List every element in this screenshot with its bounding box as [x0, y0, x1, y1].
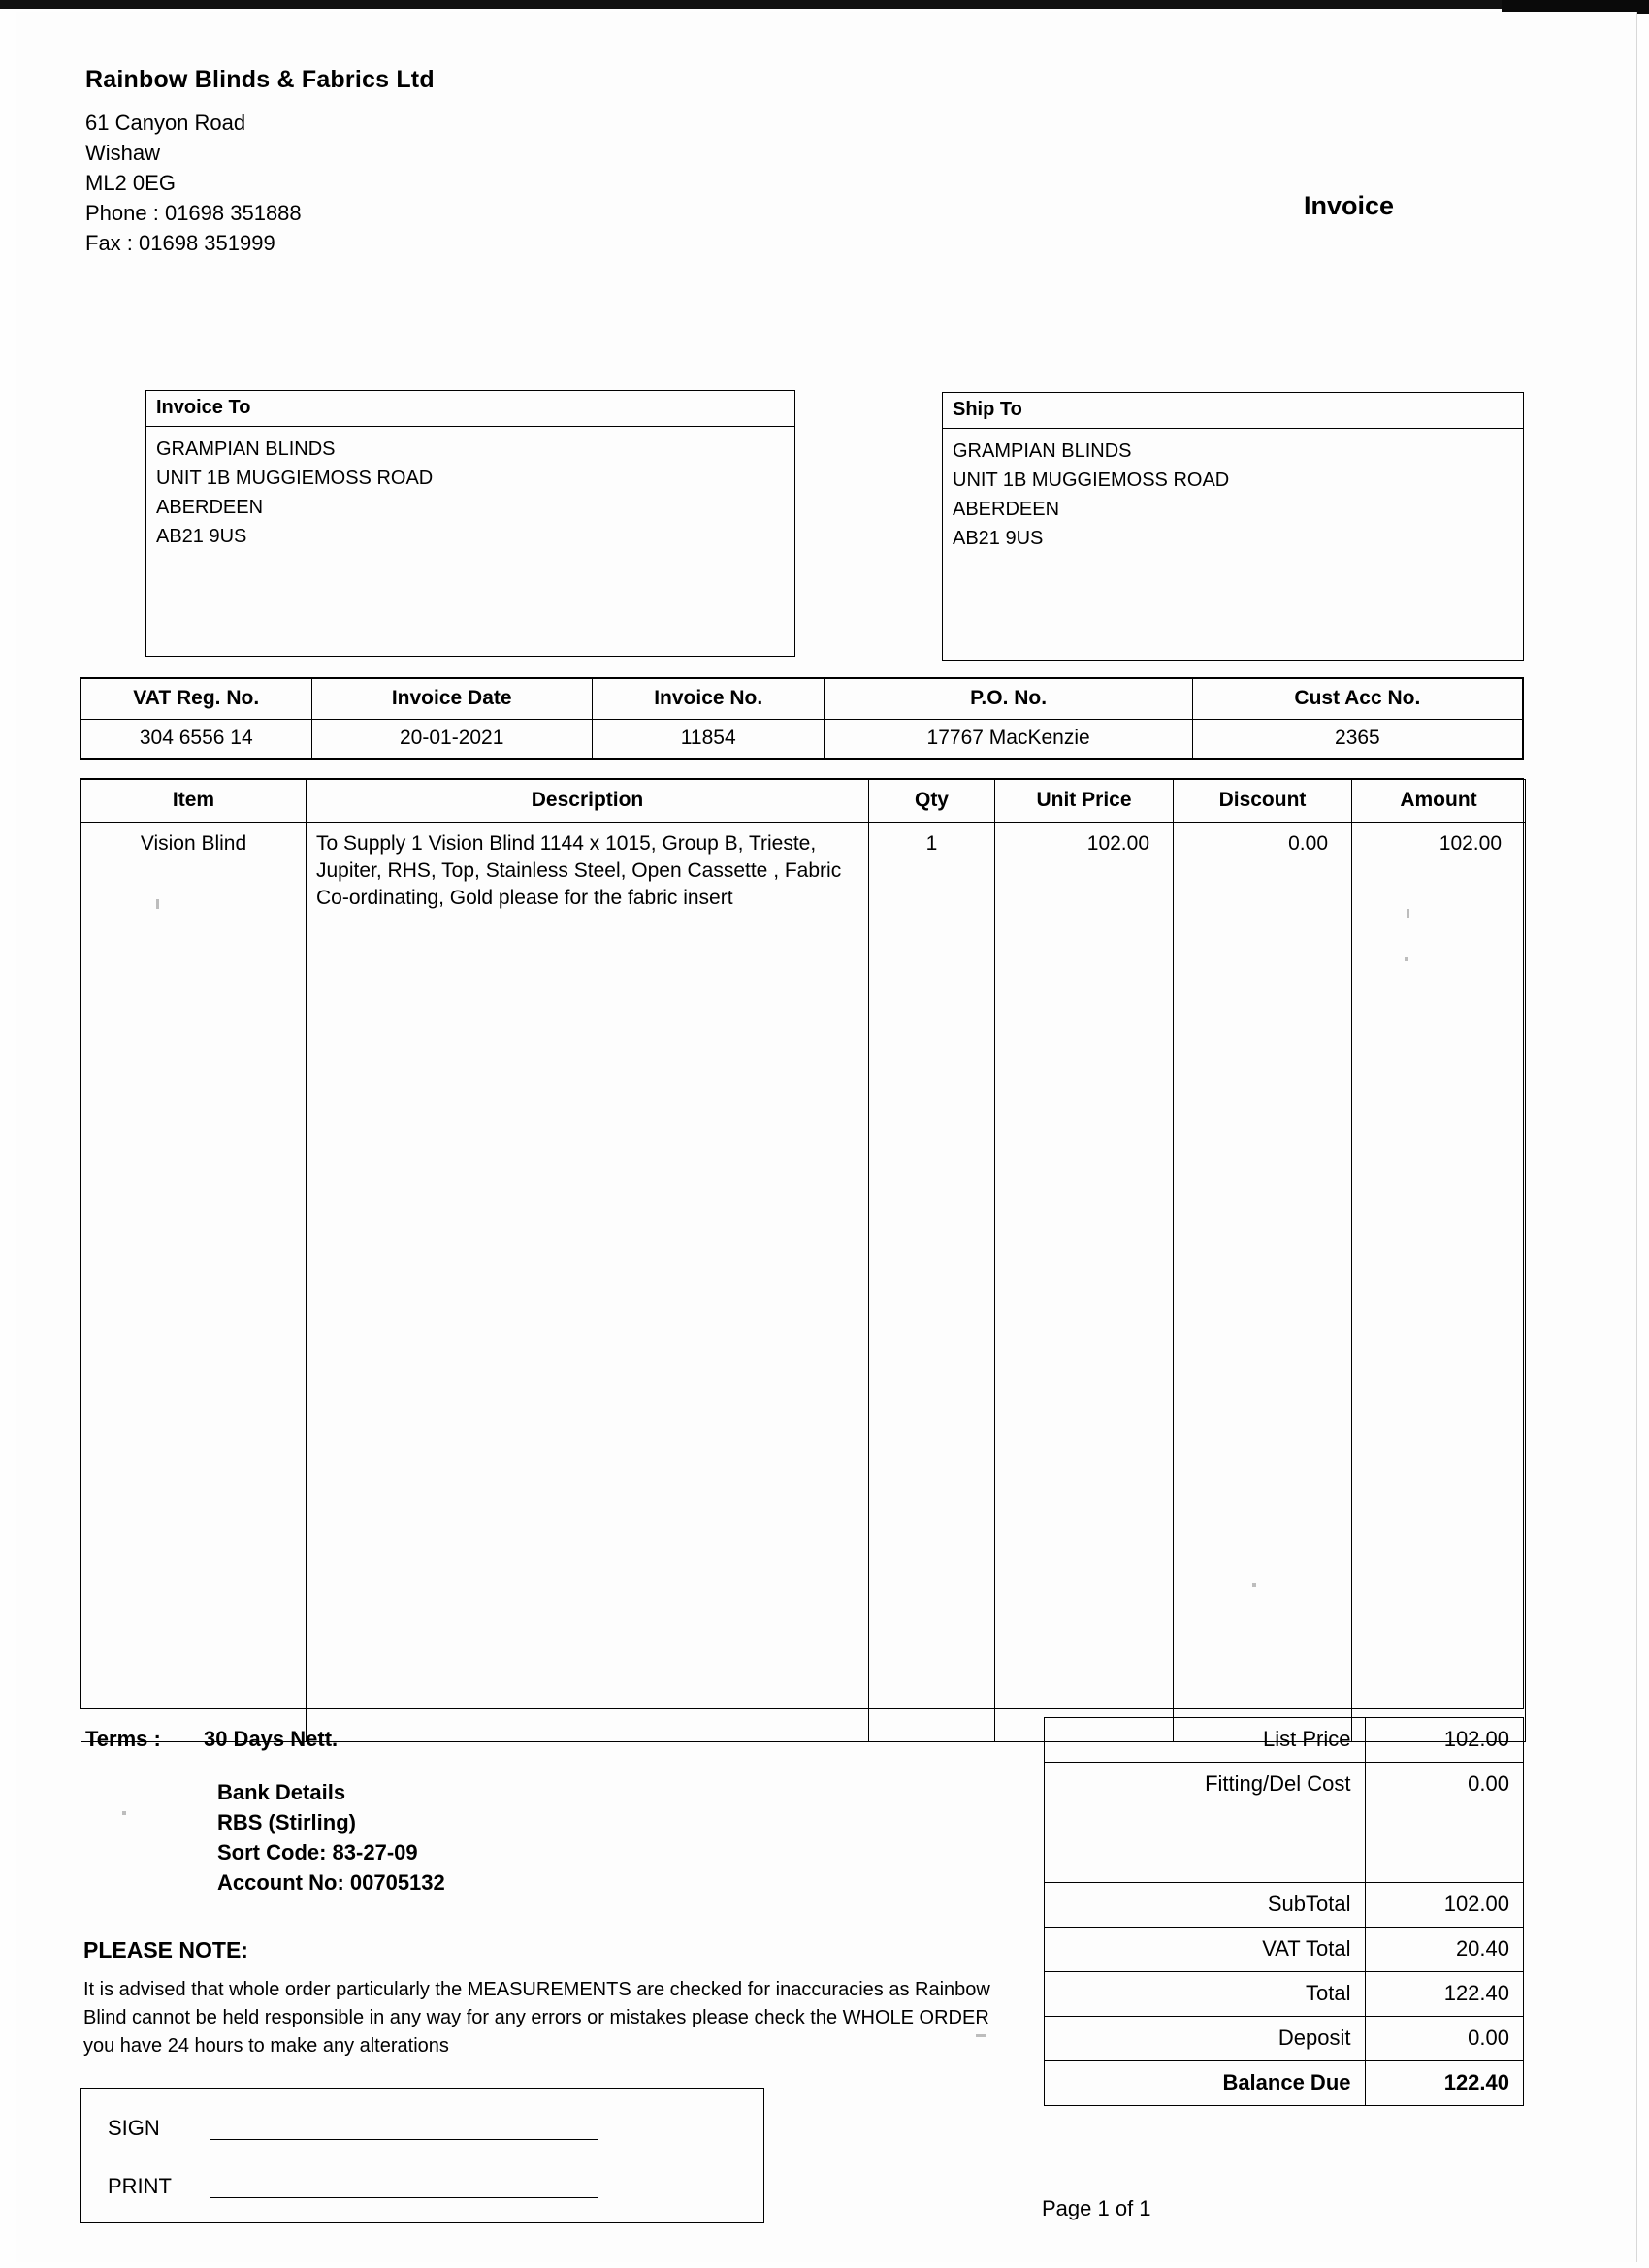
filler-cell-qty: [869, 912, 995, 1741]
document-title: Invoice: [1303, 191, 1394, 220]
meta-value-po-no: 17767 MacKenzie: [824, 720, 1192, 759]
filler-cell-disc: [1174, 912, 1352, 1741]
bank-account-no: Account No: 00705132: [217, 1870, 445, 1895]
ship-to-line-1: GRAMPIAN BLINDS: [953, 440, 1132, 462]
totals-value-fitting: 0.00: [1468, 1771, 1509, 1796]
terms-label: Terms :: [85, 1727, 161, 1751]
items-header-qty: Qty: [869, 780, 995, 823]
totals-label-list-price: List Price: [1045, 1718, 1365, 1763]
totals-row-deposit: [1045, 2016, 1523, 2060]
meta-header-po-no: P.O. No.: [824, 679, 1192, 720]
totals-spacer-left: [1045, 1806, 1365, 1882]
company-fax: Fax : 01698 351999: [85, 231, 275, 255]
invoice-to-line-4: AB21 9US: [156, 526, 247, 547]
totals-label-deposit: Deposit: [1045, 2016, 1365, 2060]
sign-label: SIGN: [108, 2116, 160, 2140]
totals-label-fitting: Fitting/Del Cost: [1045, 1763, 1365, 1807]
meta-header-row: [81, 679, 1523, 720]
meta-header-cust-acc: Cust Acc No.: [1192, 679, 1522, 720]
ship-to-box: [942, 392, 1524, 661]
totals-row-list-price: [1045, 1718, 1523, 1763]
row-item-amount: 102.00: [1352, 823, 1526, 913]
totals-spacer-right: [1365, 1806, 1523, 1882]
totals-row-balance-due: [1045, 2060, 1523, 2105]
scan-speck: [122, 1811, 126, 1815]
meta-header-vat: VAT Reg. No.: [81, 679, 312, 720]
page-footer: Page 1 of 1: [1042, 2196, 1151, 2220]
totals-table: [1044, 1717, 1524, 2106]
company-name: Rainbow Blinds & Fabrics Ltd: [85, 66, 435, 93]
please-note-heading: PLEASE NOTE:: [83, 1937, 248, 1962]
items-header-discount: Discount: [1174, 780, 1352, 823]
meta-value-invoice-no: 11854: [592, 720, 824, 759]
totals-value-subtotal: 102.00: [1365, 1882, 1523, 1927]
meta-header-date: Invoice Date: [311, 679, 592, 720]
invoice-to-line-3: ABERDEEN: [156, 497, 264, 518]
please-note-body: It is advised that whole order particularly the MEASUREMENTS are checked for inaccuracies as Rainbow Blind cannot be held responsible in any way for any errors or mistakes please check the WHOLE ORDER you have 24 hours to make any alterations: [83, 1979, 990, 2057]
filler-cell-amt: [1352, 912, 1526, 1741]
ship-to-line-2: UNIT 1B MUGGIEMOSS ROAD: [953, 470, 1230, 491]
filler-cell-desc: [307, 912, 869, 1741]
scan-speck: [1252, 1583, 1256, 1587]
totals-value-balance-due: 122.40: [1365, 2060, 1523, 2105]
print-name-line[interactable]: [210, 2197, 598, 2198]
row-item-discount: 0.00: [1174, 823, 1352, 913]
company-block: [85, 66, 435, 258]
terms-block: [85, 1727, 338, 1752]
scan-speck: [1406, 909, 1409, 918]
totals-row-subtotal: [1045, 1882, 1523, 1927]
terms-value: 30 Days Nett.: [203, 1727, 339, 1751]
meta-value-cust-acc: 2365: [1192, 720, 1522, 759]
meta-value-row: [81, 720, 1523, 759]
company-address-line-2: Wishaw: [85, 141, 161, 165]
scan-speck: [976, 2034, 986, 2037]
signature-line[interactable]: [210, 2139, 598, 2140]
totals-row-vat: [1045, 1927, 1523, 1971]
meta-value-vat: 304 6556 14: [81, 720, 312, 759]
signature-box: [80, 2088, 764, 2223]
scan-edge-artifact: [0, 0, 1649, 9]
totals-row-total: [1045, 1971, 1523, 2016]
items-header-description: Description: [307, 780, 869, 823]
row-item-description: To Supply 1 Vision Blind 1144 x 1015, Group B, Trieste, Jupiter, RHS, Top, Stainless Steel, Open Cassette , Fabric Co-ordinating, Gold please for the fabric insert: [307, 823, 869, 913]
scan-speck: [1405, 957, 1408, 961]
totals-value-vat: 20.40: [1365, 1927, 1523, 1971]
totals-value-total: 122.40: [1365, 1971, 1523, 2016]
row-item-name: Vision Blind: [81, 823, 307, 913]
totals-label-vat: VAT Total: [1045, 1927, 1365, 1971]
row-item-unit-price: 102.00: [995, 823, 1174, 913]
invoice-to-box: [146, 390, 795, 657]
invoice-to-address: [146, 427, 794, 551]
bank-details-block: [217, 1777, 445, 1897]
bank-name: RBS (Stirling): [217, 1810, 356, 1834]
totals-label-subtotal: SubTotal: [1045, 1882, 1365, 1927]
items-header-unit-price: Unit Price: [995, 780, 1174, 823]
meta-value-date: 20-01-2021: [311, 720, 592, 759]
items-header-amount: Amount: [1352, 780, 1526, 823]
bank-sort-code: Sort Code: 83-27-09: [217, 1840, 418, 1864]
row-item-qty: 1: [869, 823, 995, 913]
paper-sheet: [16, 12, 1637, 2262]
ship-to-line-4: AB21 9US: [953, 528, 1044, 549]
invoice-to-line-1: GRAMPIAN BLINDS: [156, 438, 336, 460]
print-label: PRINT: [108, 2174, 172, 2198]
ship-to-header: Ship To: [943, 393, 1523, 429]
table-row: [81, 823, 1526, 913]
meta-header-invoice-no: Invoice No.: [592, 679, 824, 720]
filler-cell-item: [81, 912, 307, 1741]
totals-row-fitting: [1045, 1763, 1523, 1807]
line-items-table: [80, 778, 1524, 1709]
bank-details-title: Bank Details: [217, 1780, 346, 1804]
filler-cell-unit: [995, 912, 1174, 1741]
items-header-item: Item: [81, 780, 307, 823]
invoice-meta-table: [80, 677, 1524, 760]
totals-value-list-price: 102.00: [1365, 1718, 1523, 1763]
invoice-to-header: Invoice To: [146, 391, 794, 427]
ship-to-line-3: ABERDEEN: [953, 499, 1060, 520]
totals-label-balance-due: Balance Due: [1045, 2060, 1365, 2105]
company-address-line-1: 61 Canyon Road: [85, 111, 246, 135]
totals-label-total: Total: [1045, 1971, 1365, 2016]
scan-speck: [156, 899, 159, 909]
table-empty-space: [81, 912, 1526, 1741]
company-address-line-3: ML2 0EG: [85, 171, 176, 195]
invoice-to-line-2: UNIT 1B MUGGIEMOSS ROAD: [156, 468, 434, 489]
totals-value-deposit: 0.00: [1365, 2016, 1523, 2060]
items-header-row: [81, 780, 1526, 823]
totals-spacer-row: [1045, 1806, 1523, 1882]
ship-to-address: [943, 429, 1523, 553]
company-phone: Phone : 01698 351888: [85, 201, 302, 225]
